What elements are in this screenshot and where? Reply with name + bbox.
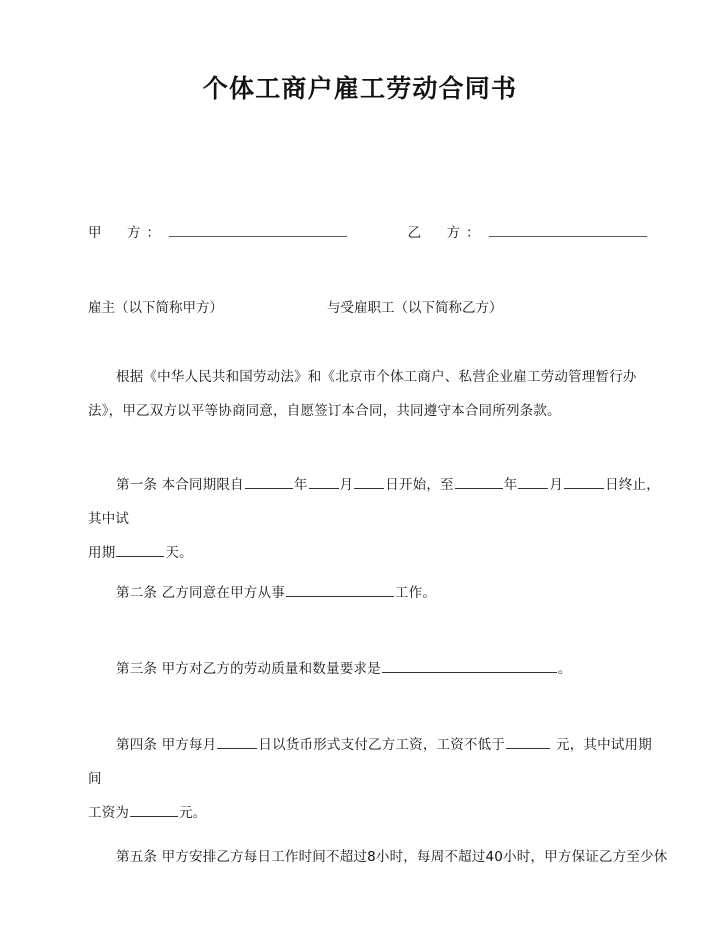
article-5-number: 第五条 bbox=[116, 849, 158, 865]
article-4-probation-wage-blank[interactable] bbox=[130, 803, 178, 817]
article-4 bbox=[88, 728, 663, 830]
article-3-text-1: 甲方对乙方的劳动质量和数量要求是 bbox=[161, 661, 381, 677]
party-b-group bbox=[408, 220, 647, 246]
article-4-text-5: 元。 bbox=[179, 805, 207, 821]
party-signature-row bbox=[88, 220, 658, 246]
article-4-payday-blank[interactable] bbox=[217, 735, 257, 749]
article-1-start-month-blank[interactable] bbox=[309, 475, 339, 489]
party-a-input[interactable] bbox=[169, 222, 347, 237]
article-4-minimum-wage-blank[interactable] bbox=[506, 735, 550, 749]
party-a-label: 甲 方： bbox=[88, 225, 166, 241]
article-2-text-2: 工作。 bbox=[394, 585, 437, 601]
article-1-text-7: 日终止，其中试 bbox=[88, 477, 660, 527]
preamble-paragraph bbox=[88, 360, 654, 428]
article-1-start-year-blank[interactable] bbox=[245, 475, 293, 489]
article-3-number: 第三条 bbox=[116, 661, 158, 677]
article-5-text-1: 甲方安排乙方每日工作时间不超过8小时，每周不超过40小时，甲方保证乙方至少休 bbox=[161, 849, 668, 865]
party-b-caption: 与受雇职工（以下简称乙方） bbox=[327, 300, 503, 316]
article-3 bbox=[88, 652, 658, 686]
article-2-number: 第二条 bbox=[116, 585, 158, 601]
party-b-label: 乙 方： bbox=[407, 225, 486, 241]
article-4-text-3: 元，其中试用期间 bbox=[88, 737, 652, 787]
article-1-text-9: 天。 bbox=[165, 545, 193, 561]
article-2-text-1: 乙方同意在甲方从事 bbox=[161, 585, 285, 601]
article-4-text-1: 甲方每月 bbox=[161, 737, 217, 753]
article-5 bbox=[88, 840, 668, 874]
party-a-caption: 雇主（以下简称甲方） bbox=[88, 300, 223, 316]
article-4-number: 第四条 bbox=[116, 737, 158, 753]
article-1-probation-days-blank[interactable] bbox=[116, 543, 164, 557]
article-1-end-month-blank[interactable] bbox=[518, 475, 548, 489]
article-1-end-day-blank[interactable] bbox=[564, 475, 604, 489]
article-3-requirements-blank[interactable] bbox=[382, 659, 557, 673]
preamble-line-2: 法》，甲乙双方以平等协商同意，自愿签订本合同，共同遵守本合同所列条款。 bbox=[88, 403, 561, 419]
article-1-text-3: 月 bbox=[339, 477, 354, 493]
article-3-text-2: 。 bbox=[557, 661, 572, 677]
article-1-text-2: 年 bbox=[293, 477, 308, 493]
article-2-job-blank[interactable] bbox=[286, 583, 394, 597]
article-1-number: 第一条 bbox=[116, 477, 158, 493]
article-1-start-day-blank[interactable] bbox=[354, 475, 384, 489]
article-1-text-5: 年 bbox=[503, 477, 518, 493]
article-1-text-4: 日开始，至 bbox=[385, 477, 454, 493]
article-4-text-4: 工资为 bbox=[88, 805, 130, 821]
article-1-end-year-blank[interactable] bbox=[455, 475, 503, 489]
page-title: 个体工商户雇工劳动合同书 bbox=[202, 74, 518, 103]
article-2 bbox=[88, 576, 658, 610]
preamble-line-1: 根据《中华人民共和国劳动法》和《北京市个体工商户、私营企业雇工劳动管理暂行办 bbox=[116, 369, 637, 385]
article-1-text-1: 本合同期限自 bbox=[161, 477, 244, 493]
article-1-text-8: 用期 bbox=[88, 545, 116, 561]
party-b-input[interactable] bbox=[489, 222, 647, 237]
party-a-group bbox=[88, 220, 347, 246]
party-role-captions bbox=[88, 296, 658, 320]
article-1-text-6: 月 bbox=[549, 477, 564, 493]
article-4-text-2: 日以货币形式支付乙方工资，工资不低于 bbox=[258, 737, 506, 753]
article-1 bbox=[88, 468, 663, 570]
